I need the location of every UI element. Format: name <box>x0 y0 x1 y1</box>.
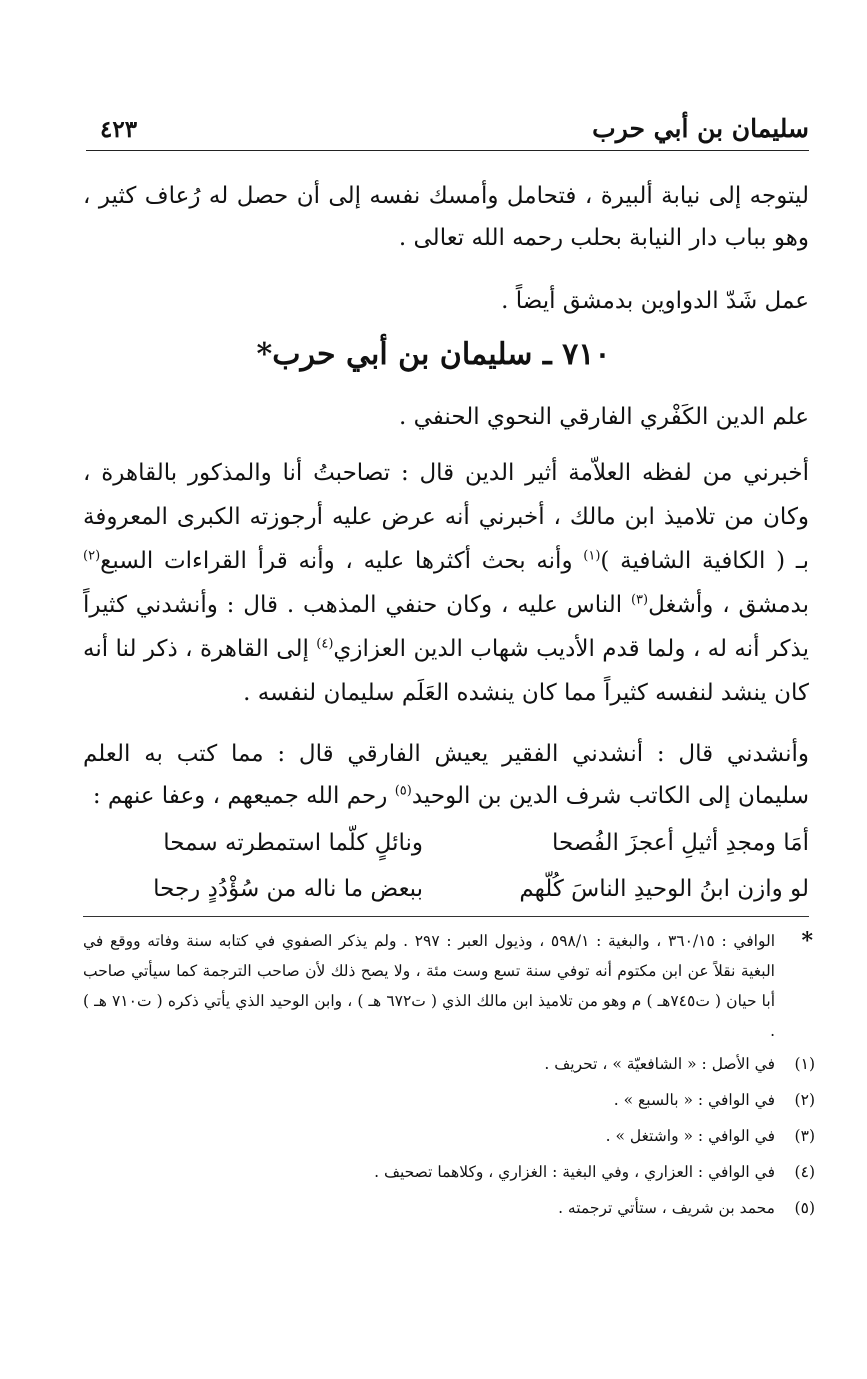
footnote-text: محمد بن شريف ، ستأتي ترجمته . <box>558 1199 775 1217</box>
paragraph-poem-intro <box>83 733 809 817</box>
footnote-marker-2: (٢) <box>83 548 101 564</box>
verse-line <box>83 830 809 876</box>
verse-first-hemistich: أمَا ومجدِ أثيلِ أعجزَ الفُصحا <box>552 830 809 856</box>
entry-lineage: علم الدين الكَفْري الفارقي النحوي الحنفي . <box>398 404 809 430</box>
footnote-star-marker: * <box>801 928 813 954</box>
footnote-text: في الوافي : العزاري ، وفي البغية : الغزاري ، وكلاهما تصحيف . <box>374 1163 775 1181</box>
poem-verses <box>83 830 809 922</box>
footnote-divider <box>83 916 809 917</box>
biography-text-5: إلى القاهرة ، ذكر لنا أنه كان ينشد لنفسه كثيراً مما كان ينشده العَلَم سليمان لنفسه . <box>83 636 809 706</box>
biography-text-1: أخبرني من لفظه العلاّمة أثير الدين قال : تصاحبتُ أنا والمذكور بالقاهرة ، وكان من تلاميذ ابن مالك ، أخبرني أنه عرض عليه أرجوزته الكبرى المعروفة بـ ( الكافية الشافية ) <box>83 460 809 574</box>
poem-intro-text-1: وأنشدني قال : أنشدني الفقير يعيش الفارقي قال : مما كتب به العلم سليمان إلى الكاتب شرف الدين بن الوحيد <box>83 741 809 809</box>
biography-text-2: وأنه بحث أكثرها عليه ، وأنه قرأ القراءات السبع <box>100 548 584 574</box>
footnote-marker-4: (٤) <box>316 636 334 652</box>
entry-title: ٧١٠ ـ سليمان بن أبي حرب* <box>256 337 611 372</box>
verse-first-hemistich: لو وازن ابنُ الوحيدِ الناسَ كُلّهم <box>519 876 809 902</box>
footnote-item <box>83 1154 819 1190</box>
footnote-sources-text: الوافي : ٣٦٠/١٥ ، والبغية : ٥٩٨/١ ، وذيول العبر : ٢٩٧ . ولم يذكر الصفوي في كتابه سنة وفاته ووقع في البغية نقلاً عن ابن مكتوم أنه توفي سنة تسع وست مئة ، ولا يصح ذلك لأن صاحب الترجمة كما سيأتي صاحب أبا حيان ( ت٧٤٥هـ ) م وهو من تلاميذ ابن مالك الذي ( ت٦٧٢ هـ ) ، وابن الوحيد الذي يأتي ذكره ( ت٧١٠ هـ ) . <box>83 932 775 1040</box>
verse-second-hemistich: ببعض ما ناله من سُؤْدُدٍ رجحا <box>153 876 423 902</box>
paragraph-office: عمل شَدّ الدواوين بدمشق أيضاً . <box>501 288 809 314</box>
footnote-sources <box>83 926 819 1046</box>
footnote-item <box>83 1046 819 1082</box>
paragraph-continuation: ليتوجه إلى نيابة ألبيرة ، فتحامل وأمسك نفسه إلى أن حصل له رُعاف كثير ، وهو بباب دار النيابة بحلب رحمه الله تعالى . <box>83 183 809 251</box>
footnote-number: (٢) <box>794 1091 815 1109</box>
footnote-item <box>83 1082 819 1118</box>
footnote-number: (٣) <box>794 1127 815 1145</box>
verse-second-hemistich: ونائلٍ كلّما استمطرته سمحا <box>163 830 423 856</box>
footnote-marker-3: (٣) <box>630 592 649 608</box>
running-title: سليمان بن أبي حرب <box>592 114 809 143</box>
poem-intro-text-2: رحم الله جميعهم ، وعفا عنهم : <box>92 783 395 809</box>
footnote-number: (١) <box>794 1055 815 1073</box>
footnote-text: في الأصل : « الشافعيّة » ، تحريف . <box>544 1055 775 1073</box>
page-number: ٤٢٣ <box>100 116 138 143</box>
footnote-item <box>83 1118 819 1154</box>
biography-text-4: الناس عليه ، وكان حنفي المذهب . قال : وأنشدني كثيراً يذكر أنه له ، ولما قدم الأديب شهاب الدين العزازي <box>83 592 810 662</box>
biography-text-3: بدمشق ، وأشغل <box>648 592 809 618</box>
footnote-text: في الوافي : « بالسبع » . <box>613 1091 775 1109</box>
footnote-text: في الوافي : « واشتغل » . <box>605 1127 775 1145</box>
footnotes-section <box>83 926 819 1226</box>
footnote-number: (٥) <box>794 1199 815 1217</box>
footnote-marker-5: (٥) <box>394 783 412 799</box>
footnote-number: (٤) <box>794 1163 815 1181</box>
page-header <box>86 112 809 151</box>
footnote-item <box>83 1190 819 1226</box>
paragraph-biography <box>83 451 809 715</box>
footnote-marker-1: (١) <box>583 548 601 564</box>
